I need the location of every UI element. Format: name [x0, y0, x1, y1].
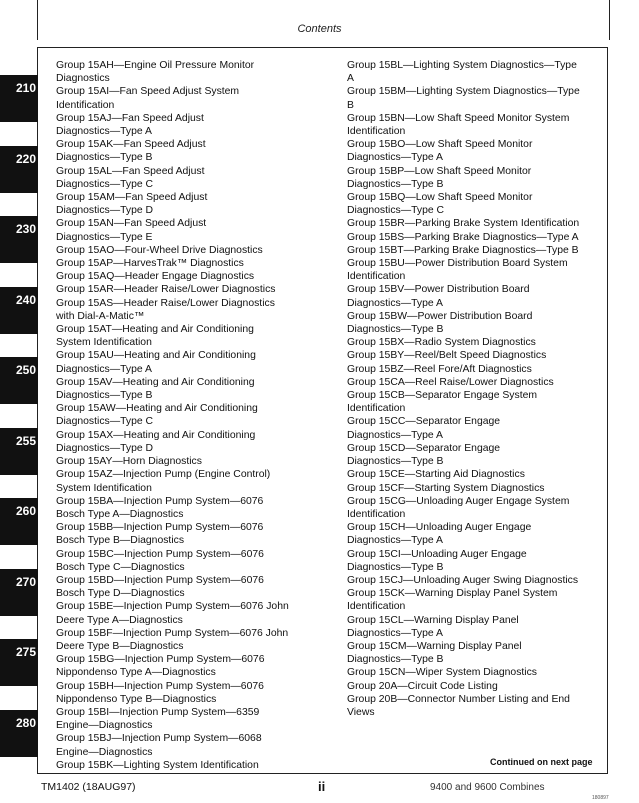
entry-continuation: Diagnostics—Type B: [347, 324, 444, 336]
contents-entry[interactable]: [347, 376, 602, 389]
entry-continuation: Diagnostics—Type B: [347, 178, 444, 190]
entry-continuation: Engine—Diagnostics: [56, 720, 153, 732]
entry-title: Group 15BM—Lighting System Diagnostics—Type: [347, 86, 580, 98]
entry-continuation: Identification: [347, 403, 406, 415]
entry-continuation: Diagnostics—Type A: [347, 627, 443, 639]
entry-title: Group 15CG—Unloading Auger Engage System: [347, 495, 570, 507]
entry-continuation: Bosch Type D—Diagnostics: [56, 588, 185, 600]
section-tab[interactable]: 230: [0, 216, 38, 263]
entry-continuation: Diagnostics—Type C: [347, 205, 445, 217]
contents-entry[interactable]: [347, 442, 602, 468]
entry-continuation: Diagnostics: [56, 73, 110, 85]
contents-entry[interactable]: [347, 468, 602, 481]
contents-entry[interactable]: [347, 680, 602, 693]
entry-continuation: Diagnostics—Type C: [56, 178, 154, 190]
section-tab[interactable]: 210: [0, 75, 38, 122]
entry-title: Group 15AX—Heating and Air Conditioning: [56, 429, 256, 441]
entry-continuation: Diagnostics—Type A: [347, 429, 443, 441]
entry-title: Group 15AM—Fan Speed Adjust: [56, 192, 208, 204]
entry-continuation: System Identification: [56, 482, 152, 494]
entry-title: Group 15CJ—Unloading Auger Swing Diagnostics: [347, 574, 579, 586]
entry-continuation: Engine—Diagnostics: [56, 746, 153, 758]
contents-entry[interactable]: [347, 587, 602, 613]
entry-title: Group 15BK—Lighting System Identification: [56, 759, 259, 771]
section-tab[interactable]: 220: [0, 146, 38, 193]
entry-continuation: Deere Type B—Diagnostics: [56, 640, 184, 652]
entry-continuation: Bosch Type C—Diagnostics: [56, 561, 185, 573]
contents-entry[interactable]: [56, 165, 332, 191]
entry-title: Group 15CD—Separator Engage: [347, 442, 501, 454]
entry-title: Group 15AK—Fan Speed Adjust: [56, 139, 206, 151]
contents-entry[interactable]: [56, 297, 332, 323]
entry-title: Group 15BQ—Low Shaft Speed Monitor: [347, 192, 533, 204]
contents-entry[interactable]: [56, 244, 332, 257]
footer-doc-id: TM1402 (18AUG97): [41, 781, 136, 793]
entry-continuation: Diagnostics—Type A: [56, 363, 152, 375]
entry-continuation: Diagnostics—Type B: [347, 561, 444, 573]
section-tab[interactable]: 260: [0, 498, 38, 545]
entry-continuation: Diagnostics—Type B: [347, 654, 444, 666]
entry-title: Group 15BS—Parking Brake Diagnostics—Type A: [347, 231, 579, 243]
entry-title: Group 15AT—Heating and Air Conditioning: [56, 324, 254, 336]
entry-continuation: with Dial-A-Matic™: [56, 310, 145, 322]
contents-entry[interactable]: [56, 627, 332, 653]
contents-entry[interactable]: [347, 495, 602, 521]
entry-title: Group 15AS—Header Raise/Lower Diagnostics: [56, 297, 275, 309]
entry-continuation: Diagnostics—Type B: [56, 152, 153, 164]
contents-entry[interactable]: [347, 666, 602, 679]
contents-entry[interactable]: [56, 349, 332, 375]
entry-title: Group 15AO—Four-Wheel Drive Diagnostics: [56, 244, 263, 256]
entry-title: Group 15CN—Wiper System Diagnostics: [347, 667, 537, 679]
entry-title: Group 15AP—HarvesTrak™ Diagnostics: [56, 258, 244, 270]
entry-title: Group 15AL—Fan Speed Adjust: [56, 165, 205, 177]
entry-title: Group 15AW—Heating and Air Conditioning: [56, 403, 258, 415]
entry-title: Group 15CL—Warning Display Panel: [347, 614, 519, 626]
entry-continuation: Identification: [347, 271, 406, 283]
contents-entry[interactable]: [56, 574, 332, 600]
entry-continuation: Identification: [347, 508, 406, 520]
footer-code: 180897: [592, 795, 609, 801]
contents-right-column: [347, 59, 602, 719]
contents-entry[interactable]: [56, 270, 332, 283]
entry-title: Group 15BG—Injection Pump System—6076: [56, 654, 265, 666]
page-title: Contents: [297, 23, 342, 35]
entry-title: Group 15AU—Heating and Air Conditioning: [56, 350, 256, 362]
footer-page-number: ii: [318, 779, 326, 794]
contents-entry[interactable]: [347, 363, 602, 376]
entry-title: Group 15BU—Power Distribution Board System: [347, 258, 568, 270]
entry-title: Group 15AH—Engine Oil Pressure Monitor: [56, 60, 255, 71]
entry-title: Group 15BR—Parking Brake System Identification: [347, 218, 580, 230]
entry-title: Group 15BV—Power Distribution Board: [347, 284, 530, 296]
contents-entry[interactable]: [56, 112, 332, 138]
footer-title: 9400 and 9600 Combines: [430, 782, 545, 793]
entry-continuation: Diagnostics—Type C: [56, 416, 154, 428]
entry-continuation: Diagnostics—Type D: [56, 442, 154, 454]
contents-entry[interactable]: [347, 59, 602, 85]
entry-title: Group 15BP—Low Shaft Speed Monitor: [347, 165, 532, 177]
contents-entry[interactable]: [347, 138, 602, 164]
contents-entry[interactable]: [56, 376, 332, 402]
contents-entry[interactable]: [347, 217, 602, 230]
continued-note: Continued on next page: [490, 757, 593, 767]
entry-title: Group 15BC—Injection Pump System—6076: [56, 548, 264, 560]
entry-continuation: Identification: [56, 99, 115, 111]
contents-entry[interactable]: [56, 548, 332, 574]
entry-title: Group 15BA—Injection Pump System—6076: [56, 495, 264, 507]
entry-title: Group 15CF—Starting System Diagnostics: [347, 482, 545, 494]
entry-continuation: Diagnostics—Type B: [347, 456, 444, 468]
entry-title: Group 15CH—Unloading Auger Engage: [347, 522, 532, 534]
contents-entry[interactable]: [347, 244, 602, 257]
entry-title: Group 15AR—Header Raise/Lower Diagnostics: [56, 284, 276, 296]
entry-continuation: Nippondenso Type A—Diagnostics: [56, 667, 216, 679]
entry-title: Group 15AQ—Header Engage Diagnostics: [56, 271, 255, 283]
entry-title: Group 20A—Circuit Code Listing: [347, 680, 498, 692]
contents-entry[interactable]: [56, 323, 332, 349]
contents-entry[interactable]: [347, 482, 602, 495]
entry-continuation: Diagnostics—Type A: [347, 535, 443, 547]
entry-continuation: B: [347, 99, 354, 111]
contents-entry[interactable]: [56, 706, 332, 732]
entry-title: Group 15AJ—Fan Speed Adjust: [56, 112, 204, 124]
entry-title: Group 15BZ—Reel Fore/Aft Diagnostics: [347, 363, 532, 375]
entry-title: Group 15AY—Horn Diagnostics: [56, 456, 202, 468]
entry-continuation: Bosch Type B—Diagnostics: [56, 535, 185, 547]
entry-continuation: Deere Type A—Diagnostics: [56, 614, 183, 626]
entry-continuation: A: [347, 73, 354, 85]
contents-entry[interactable]: [56, 85, 332, 111]
entry-title: Group 15CM—Warning Display Panel: [347, 640, 522, 652]
entry-title: Group 15BT—Parking Brake Diagnostics—Type B: [347, 244, 579, 256]
contents-entry[interactable]: [347, 165, 602, 191]
entry-title: Group 15CC—Separator Engage: [347, 416, 501, 428]
entry-title: Group 20B—Connector Number Listing and End: [347, 693, 570, 705]
contents-entry[interactable]: [347, 85, 602, 111]
contents-entry[interactable]: [56, 138, 332, 164]
entry-title: Group 15CI—Unloading Auger Engage: [347, 548, 527, 560]
contents-entry[interactable]: [347, 191, 602, 217]
entry-title: Group 15BD—Injection Pump System—6076: [56, 574, 264, 586]
entry-title: Group 15AN—Fan Speed Adjust: [56, 218, 207, 230]
contents-entry[interactable]: [56, 257, 332, 270]
entry-continuation: Bosch Type A—Diagnostics: [56, 508, 184, 520]
contents-entry[interactable]: [347, 310, 602, 336]
entry-title: Group 15BL—Lighting System Diagnostics—Type: [347, 60, 577, 71]
contents-entry[interactable]: [347, 336, 602, 349]
section-tab[interactable]: 270: [0, 569, 38, 616]
contents-entry[interactable]: [347, 548, 602, 574]
entry-title: Group 15AI—Fan Speed Adjust System: [56, 86, 240, 98]
entry-title: Group 15CK—Warning Display Panel System: [347, 588, 558, 600]
entry-title: Group 15AZ—Injection Pump (Engine Control): [56, 469, 271, 481]
entry-title: Group 15BW—Power Distribution Board: [347, 310, 533, 322]
contents-entry[interactable]: [56, 429, 332, 455]
contents-entry[interactable]: [56, 521, 332, 547]
entry-continuation: Diagnostics—Type E: [56, 231, 153, 243]
contents-entry[interactable]: [56, 191, 332, 217]
contents-entry[interactable]: [56, 283, 332, 296]
contents-entry[interactable]: [56, 217, 332, 243]
contents-left-column: [56, 59, 332, 772]
contents-entry[interactable]: [56, 495, 332, 521]
entry-title: Group 15BE—Injection Pump System—6076 John: [56, 601, 289, 613]
contents-entry[interactable]: [347, 521, 602, 547]
section-tab[interactable]: 280: [0, 710, 38, 757]
entry-title: Group 15BY—Reel/Belt Speed Diagnostics: [347, 350, 547, 362]
entry-continuation: Diagnostics—Type A: [347, 152, 443, 164]
contents-entry[interactable]: [347, 349, 602, 362]
contents-entry[interactable]: [347, 415, 602, 441]
contents-entry[interactable]: [347, 389, 602, 415]
contents-entry[interactable]: [347, 640, 602, 666]
contents-entry[interactable]: [347, 574, 602, 587]
contents-entry[interactable]: [56, 759, 332, 772]
contents-entry[interactable]: [56, 680, 332, 706]
entry-continuation: Diagnostics—Type A: [347, 297, 443, 309]
entry-title: Group 15BI—Injection Pump System—6359: [56, 706, 260, 718]
entry-continuation: Diagnostics—Type A: [56, 126, 152, 138]
contents-entry[interactable]: [347, 614, 602, 640]
contents-entry[interactable]: [347, 231, 602, 244]
contents-entry[interactable]: [347, 112, 602, 138]
entry-continuation: Nippondenso Type B—Diagnostics: [56, 693, 217, 705]
section-tab[interactable]: 250: [0, 357, 38, 404]
entry-continuation: Identification: [347, 601, 406, 613]
section-tab[interactable]: 255: [0, 428, 38, 475]
contents-entry[interactable]: [347, 257, 602, 283]
entry-continuation: Identification: [347, 126, 406, 138]
entry-title: Group 15CE—Starting Aid Diagnostics: [347, 469, 525, 481]
contents-entry[interactable]: [56, 600, 332, 626]
contents-entry[interactable]: [56, 455, 332, 468]
contents-entry[interactable]: [56, 402, 332, 428]
contents-entry[interactable]: [347, 283, 602, 309]
section-tab[interactable]: 275: [0, 639, 38, 686]
entry-title: Group 15CB—Separator Engage System: [347, 390, 538, 402]
contents-entry[interactable]: [56, 468, 332, 494]
contents-entry[interactable]: [56, 59, 332, 85]
entry-title: Group 15BO—Low Shaft Speed Monitor: [347, 139, 533, 151]
entry-title: Group 15BX—Radio System Diagnostics: [347, 337, 536, 349]
entry-title: Group 15BH—Injection Pump System—6076: [56, 680, 264, 692]
entry-title: Group 15BB—Injection Pump System—6076: [56, 522, 264, 534]
contents-entry[interactable]: [56, 653, 332, 679]
entry-continuation: Diagnostics—Type B: [56, 390, 153, 402]
contents-entry[interactable]: [347, 693, 602, 719]
entry-continuation: Views: [347, 706, 375, 718]
entry-continuation: System Identification: [56, 337, 152, 349]
entry-title: Group 15AV—Heating and Air Conditioning: [56, 376, 255, 388]
entry-title: Group 15BJ—Injection Pump System—6068: [56, 733, 262, 745]
entry-title: Group 15CA—Reel Raise/Lower Diagnostics: [347, 376, 554, 388]
entry-title: Group 15BF—Injection Pump System—6076 John: [56, 627, 289, 639]
entry-continuation: Diagnostics—Type D: [56, 205, 154, 217]
entry-title: Group 15BN—Low Shaft Speed Monitor System: [347, 112, 570, 124]
section-tab[interactable]: 240: [0, 287, 38, 334]
contents-entry[interactable]: [56, 732, 332, 758]
